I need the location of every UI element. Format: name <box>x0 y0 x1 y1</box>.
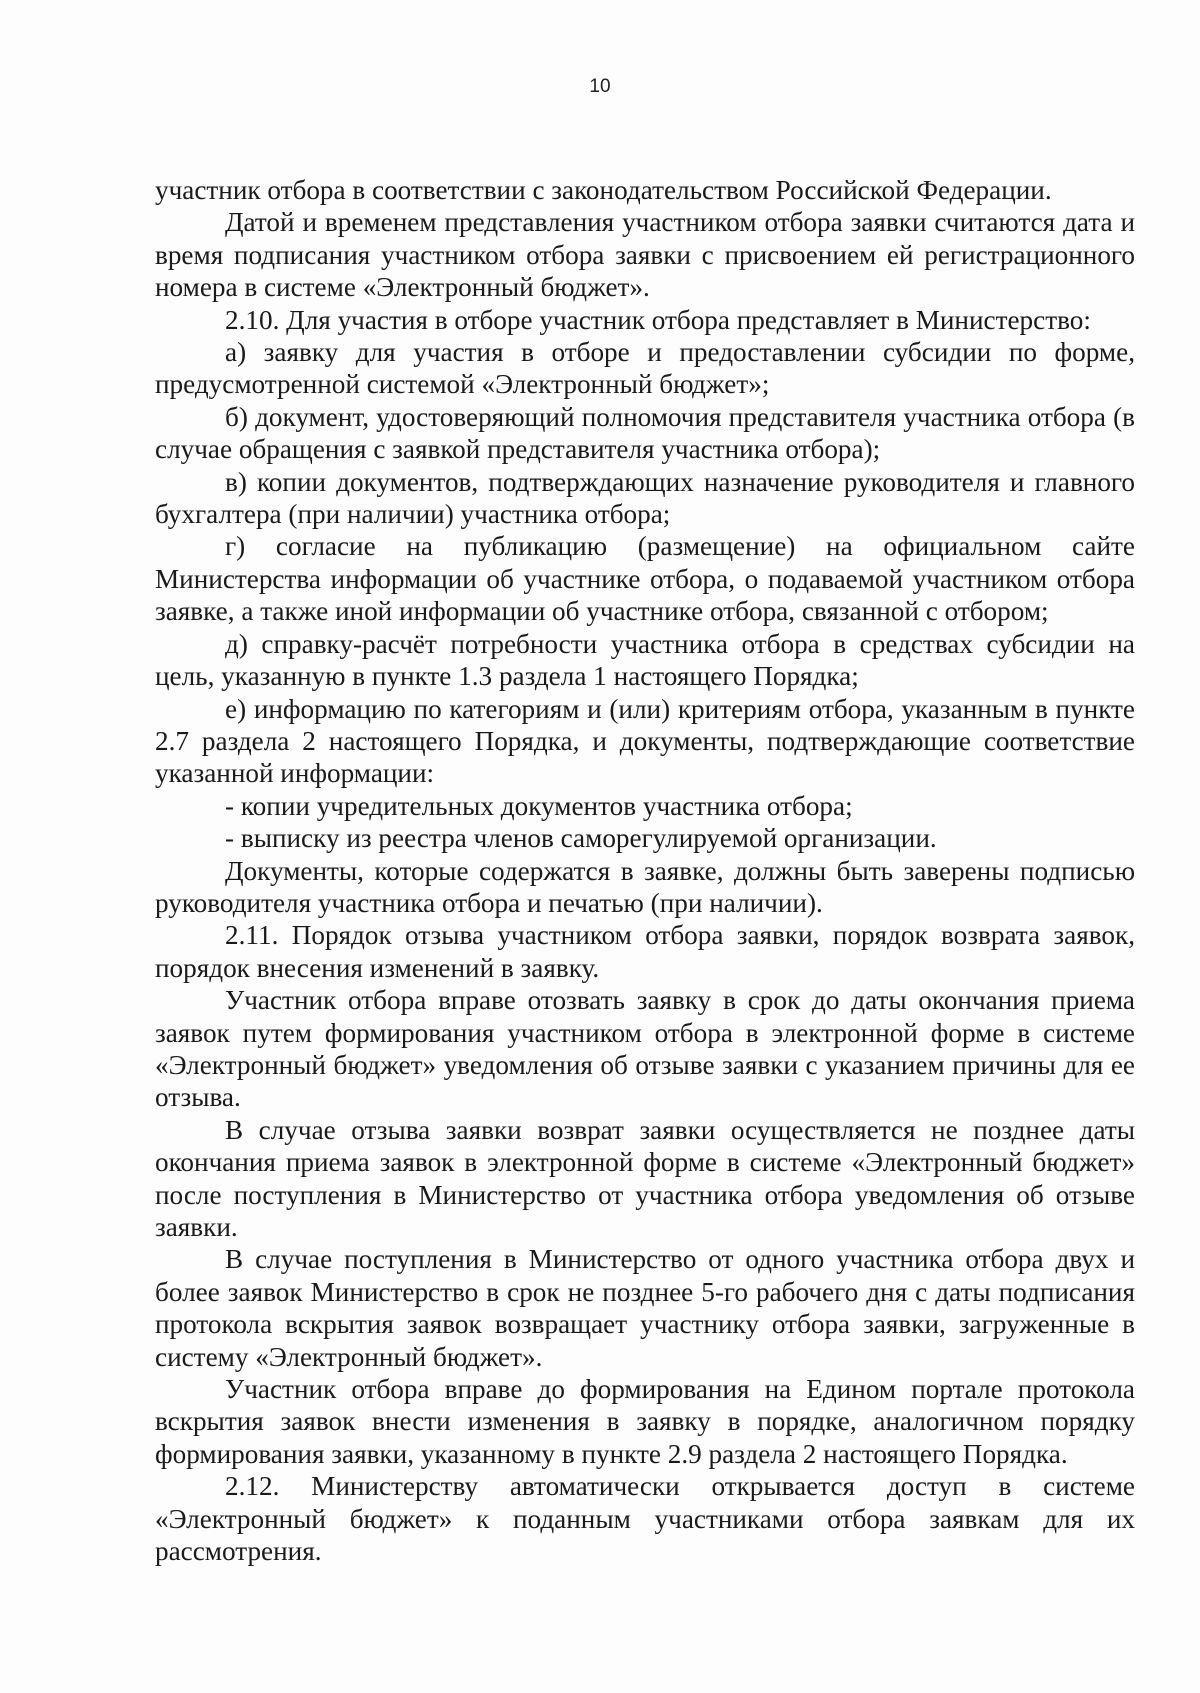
list-item-b: б) документ, удостоверяющий полномочия представителя участника отбора (в случае обращения с заявкой представителя участника отбора); <box>155 401 1135 465</box>
paragraph-continuation: участник отбора в соответствии с законодательством Российской Федерации. <box>155 175 1052 205</box>
page-number: 10 <box>589 76 611 97</box>
paragraph: Участник отбора вправе отозвать заявку в срок до даты окончания приема заявок путем формирования участником отбора в электронной форме в системе «Электронный бюджет» уведомления об отзыве заявки с указанием причины для ее отзыва. <box>155 985 1135 1113</box>
paragraph-section-2-10: 2.10. Для участия в отборе участник отбора представляет в Министерство: <box>225 304 1091 335</box>
paragraph: Участник отбора вправе до формирования на Едином портале протокола вскрытия заявок внести изменения в заявку в порядке, аналогичном порядку формирования заявки, указанному в пункте 2.9 раздела 2 настоящего Порядка. <box>155 1374 1135 1469</box>
list-item-g: г) согласие на публикацию (размещение) на официальном сайте Министерства информации об участнике отбора, о подаваемой участником отбора заявке, а также иной информации об участнике отбора, связанной с отбором; <box>155 531 1135 627</box>
list-item-d: д) справку-расчёт потребности участника отбора в средствах субсидии на цель, указанную в пункте 1.3 раздела 1 настоящего Порядка; <box>155 628 1135 692</box>
paragraph: В случае отзыва заявки возврат заявки осуществляется не позднее даты окончания приема заявок в электронной форме в системе «Электронный бюджет» после поступления в Министерство от участника отбора уведомления об отзыве заявки. <box>155 1114 1135 1242</box>
dash-item: - копии учредительных документов участника отбора; <box>225 790 853 821</box>
document-body <box>155 174 1135 1567</box>
paragraph-section-2-11: 2.11. Порядок отзыва участником отбора заявки, порядок возврата заявок, порядок внесения изменений в заявку. <box>155 920 1135 983</box>
list-item-v: в) копии документов, подтверждающих назначение руководителя и главного бухгалтера (при наличии) участника отбора; <box>155 466 1135 530</box>
paragraph: В случае поступления в Министерство от одного участника отбора двух и более заявок Министерство в срок не позднее 5-го рабочего дня с даты подписания протокола вскрытия заявок возвращает участнику отбора заявки, загруженные в систему «Электронный бюджет». <box>155 1244 1135 1372</box>
list-item-a: а) заявку для участия в отборе и предоставлении субсидии по форме, предусмотренной системой «Электронный бюджет»; <box>155 337 1135 400</box>
dash-item: - выписку из реестра членов саморегулируемой организации. <box>225 823 937 854</box>
list-item-e: е) информацию по категориям и (или) критериям отбора, указанным в пункте 2.7 раздела 2 настоящего Порядка, и документы, подтверждающие соответствие указанной информации: <box>155 693 1135 789</box>
paragraph: Датой и временем представления участником отбора заявки считаются дата и время подписания участником отбора заявки с присвоением ей регистрационного номера в системе «Электронный бюджет». <box>155 207 1135 303</box>
paragraph-section-2-12: 2.12. Министерству автоматически открывается доступ в системе «Электронный бюджет» к поданным участниками отбора заявкам для их рассмотрения. <box>155 1471 1135 1567</box>
paragraph: Документы, которые содержатся в заявке, должны быть заверены подписью руководителя участника отбора и печатью (при наличии). <box>155 855 1135 918</box>
